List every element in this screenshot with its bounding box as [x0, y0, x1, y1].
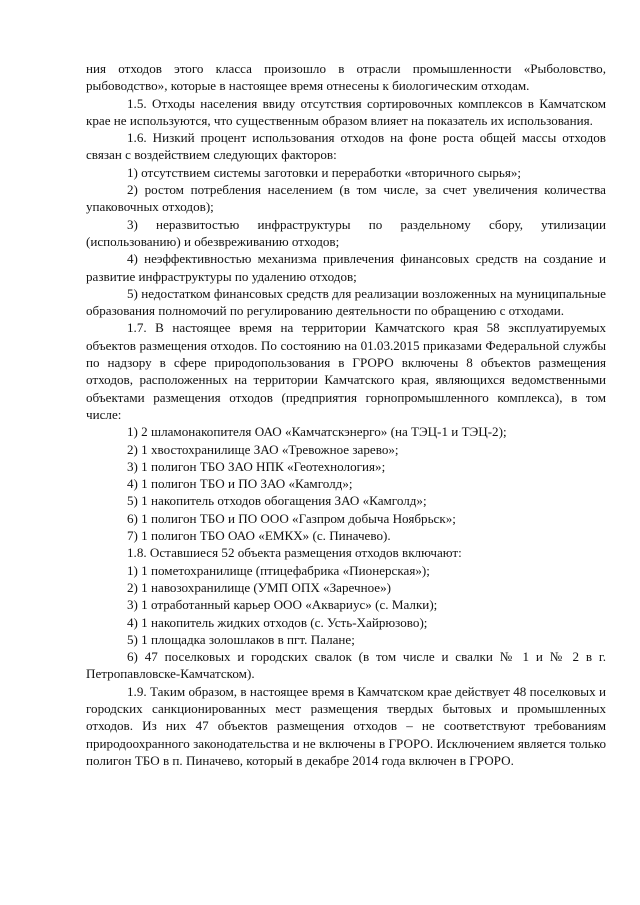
list-item: 5) 1 площадка золошлаков в пгт. Палане;: [127, 631, 355, 647]
list-item: 5) недостатком финансовых средств для реализации возложенных на муниципальные образования полномочий по регулированию деятельности по обращению с отходами.: [86, 285, 606, 319]
paragraph-1-8: 1.8. Оставшиеся 52 объекта размещения отходов включают:: [127, 545, 462, 561]
paragraph-1-6: 1.6. Низкий процент использования отходов на фоне роста общей массы отходов связан с воздействием следующих факторов:: [86, 130, 606, 163]
list-item: 1) отсутствием системы заготовки и переработки «вторичного сырья»;: [127, 164, 522, 180]
list-item: 6) 1 полигон ТБО и ПО ООО «Газпром добыча Ноябрьск»;: [127, 510, 456, 526]
list-item: 2) ростом потребления населением (в том числе, за счет увеличения количества упаковочных отходов);: [86, 182, 606, 215]
list-item: 2) 1 навозохранилище (УМП ОПХ «Заречное»): [127, 579, 392, 595]
list-item: 4) 1 полигон ТБО и ПО ЗАО «Камголд»;: [127, 476, 353, 492]
list-item: 4) неэффективностью механизма привлечения финансовых средств на создание и развитие инфраструктуры по удалению отходов;: [86, 251, 606, 284]
list-item: 1) 1 пометохранилище (птицефабрика «Пионерская»);: [127, 562, 430, 578]
list-item: 3) 1 отработанный карьер ООО «Аквариус» (с. Малки);: [127, 597, 438, 613]
paragraph-1-9: 1.9. Таким образом, в настоящее время в Камчатском крае действует 48 поселковых и городских санкционированных мест размещения твердых бытовых и промышленных отходов. Из них 47 объектов размещения отходов – не соответствуют требованиям природоохранного законодательства и не включены в ГРОРО. Исключением является только полигон ТБО в п. Пиначево, который в декабре 2014 года включен в ГРОРО.: [86, 683, 606, 768]
list-item: 3) 1 полигон ТБО ЗАО НПК «Геотехнология»;: [127, 458, 386, 474]
paragraph-1-7: 1.7. В настоящее время на территории Камчатского края 58 эксплуатируемых объектов размещения отходов. По состоянию на 01.03.2015 приказами Федеральной службы по надзору в сфере природопользования в ГРОРО включены 8 объектов размещения отходов, расположенных на территории Камчатского края, являющихся ведомственными объектами размещения отходов (предприятия горнопромышленного комплекса), в том числе:: [86, 320, 606, 422]
list-item: 3) неразвитостью инфраструктуры по раздельному сбору, утилизации (использованию) и обезвреживанию отходов;: [86, 216, 606, 249]
paragraph-continuation: ния отходов этого класса произошло в отрасли промышленности «Рыболовство, рыбоводство», которые в настоящее время отнесены к биологическим отходам.: [86, 61, 606, 94]
list-item: 5) 1 накопитель отходов обогащения ЗАО «Камголд»;: [127, 493, 427, 509]
document-body: [86, 60, 606, 769]
paragraph-1-5: 1.5. Отходы населения ввиду отсутствия сортировочных комплексов в Камчатском крае не используются, что существенным образом влияет на показатель их использования.: [86, 95, 606, 128]
list-item: 1) 2 шламонакопителя ОАО «Камчатскэнерго» (на ТЭЦ-1 и ТЭЦ-2);: [127, 424, 507, 440]
list-item: 6) 47 поселковых и городских свалок (в том числе и свалки № 1 и № 2 в г. Петропавловске-Камчатском).: [86, 649, 606, 682]
list-item: 4) 1 накопитель жидких отходов (с. Усть-Хайрюзово);: [127, 614, 428, 630]
list-item: 2) 1 хвостохранилище ЗАО «Тревожное зарево»;: [127, 441, 399, 457]
list-item: 7) 1 полигон ТБО ОАО «ЕМКХ» (с. Пиначево).: [127, 528, 391, 544]
